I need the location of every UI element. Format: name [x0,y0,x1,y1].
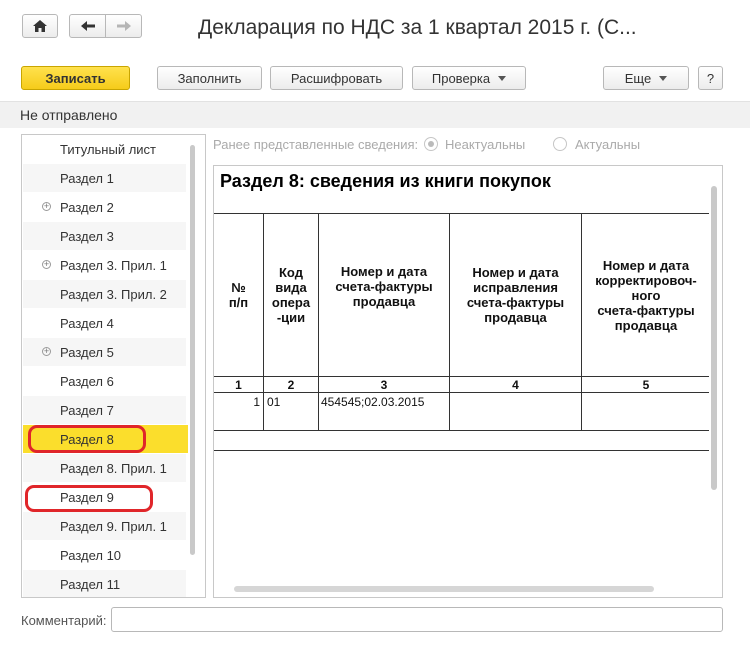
more-label: Еще [624,70,652,86]
chevron-down-icon [498,76,506,81]
check-dropdown-button[interactable] [412,66,526,90]
radio-irrelevant-label[interactable]: Неактуальны [445,137,526,152]
section-item-title-page[interactable]: Титульный лист [60,142,157,157]
radio-irrelevant[interactable] [424,137,438,151]
column-number: 5 [642,378,650,392]
column-number: 2 [287,378,295,392]
row-number-cell[interactable]: 1 [253,395,260,409]
highlight-ring-section-8 [28,425,146,453]
comment-field[interactable] [111,607,723,632]
forward-button[interactable] [105,14,142,38]
section-item-1[interactable]: Раздел 1 [23,164,186,192]
window-title: Декларация по НДС за 1 квартал 2015 г. (С... [198,16,637,39]
highlight-ring-section-9 [25,485,153,512]
radio-relevant[interactable] [553,137,567,151]
radio-relevant-label[interactable]: Актуальны [575,137,641,152]
op-code-cell[interactable]: 01 [267,395,281,409]
column-header-adjustment: Номер и дата корректировоч- ного счета-фактуры продавца [595,257,697,333]
section-8-document[interactable] [213,165,723,598]
section-item-9-app-1[interactable]: Раздел 9. Прил. 1 [23,512,186,540]
grid-line [214,392,709,393]
column-number: 1 [235,378,242,392]
section-item-11[interactable]: Раздел 11 [23,570,186,598]
section-item-5[interactable]: + Раздел 5 [23,338,186,366]
home-icon [32,19,48,33]
grid-line [214,376,709,377]
decode-button[interactable]: Расшифровать [270,66,403,90]
home-button[interactable] [22,14,58,38]
expand-icon[interactable]: + [43,346,50,356]
document-horizontal-scrollbar[interactable] [234,586,654,592]
column-number: 4 [512,378,519,392]
grid-line [214,450,709,451]
section-item-3[interactable]: Раздел 3 [23,222,186,250]
previous-info-label: Ранее представленные сведения: [213,137,419,152]
help-button[interactable]: ? [698,66,723,90]
grid-line [214,430,709,431]
sections-list [21,134,206,598]
section-item-3-app-2[interactable]: Раздел 3. Прил. 2 [23,280,186,308]
fill-button[interactable]: Заполнить [157,66,262,90]
check-label: Проверка [431,70,491,86]
document-title: Раздел 8: сведения из книги покупок [220,171,551,191]
expand-icon[interactable]: + [43,259,50,269]
arrow-left-icon [80,20,96,32]
column-header-correction: Номер и дата исправления счета-фактуры продавца [466,265,565,325]
section-item-3-app-1[interactable]: + Раздел 3. Прил. 1 [43,258,167,273]
document-vertical-scrollbar[interactable] [711,186,717,490]
comment-label: Комментарий: [21,613,107,628]
column-header-invoice: Номер и дата счета-фактуры продавца [335,263,433,309]
status-text: Не отправлено [20,107,118,123]
section-item-4[interactable]: Раздел 4 [60,316,114,331]
section-item-10[interactable]: Раздел 10 [60,548,122,563]
chevron-down-icon [659,76,667,81]
expand-icon[interactable]: + [43,201,50,211]
section-item-7[interactable]: Раздел 7 [23,396,186,424]
column-header-op-code: Код вида опера -ции [271,265,311,325]
sections-scrollbar[interactable] [190,145,195,555]
section-item-8-app-1[interactable]: Раздел 8. Прил. 1 [23,454,186,482]
arrow-right-icon [116,20,132,32]
section-item-8[interactable]: Раздел 8 [23,425,188,453]
section-item-6[interactable]: Раздел 6 [60,374,114,389]
more-button[interactable] [603,66,689,90]
section-item-2[interactable]: + Раздел 2 [43,200,114,215]
save-button[interactable]: Записать [21,66,130,90]
section-item-9[interactable]: Раздел 9 [60,490,114,505]
column-header-number: № п/п [228,280,249,310]
back-button[interactable] [69,14,106,38]
column-number: 3 [380,378,388,392]
status-bar [0,101,750,128]
invoice-cell[interactable]: 454545;02.03.2015 [321,395,425,409]
